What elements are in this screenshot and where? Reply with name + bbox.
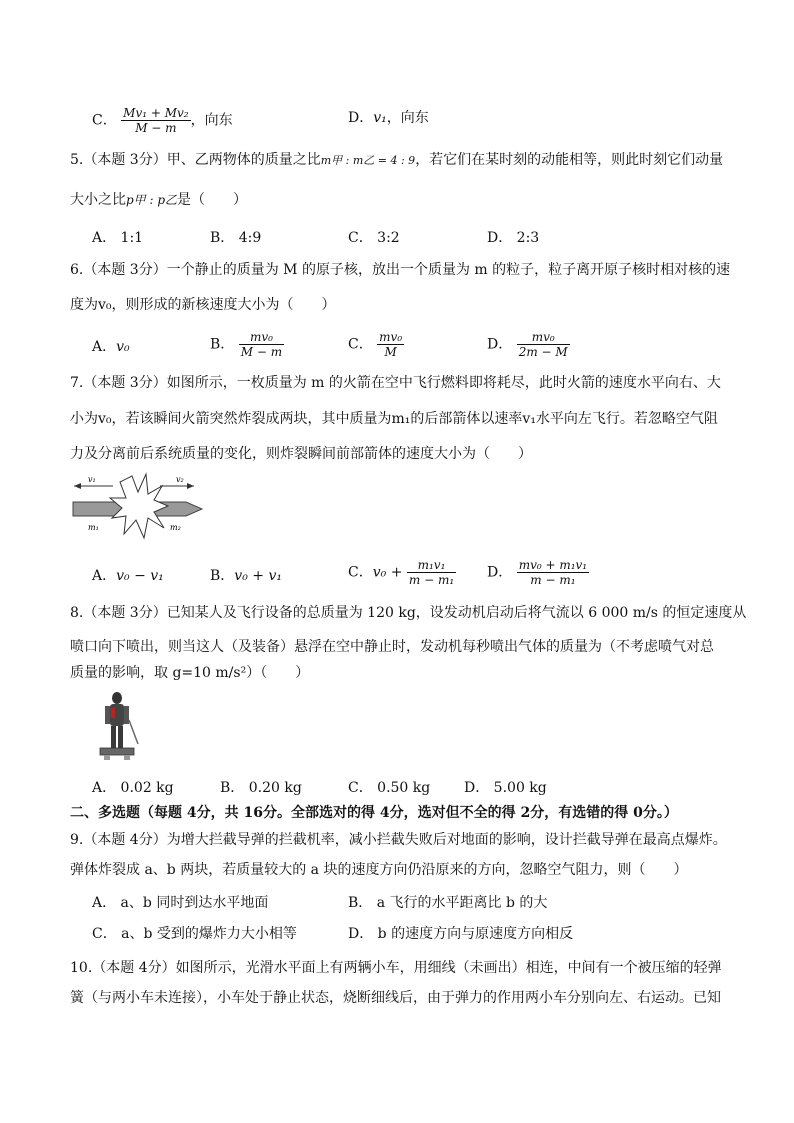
q6-line1: 6.（本题 3分）一个静止的质量为 M 的原子核，放出一个质量为 m 的粒子，粒子离开原子核时相对核的速 xyxy=(70,262,731,278)
q7-line2: 小为v₀，若该瞬间火箭突然炸裂成两块，其中质量为m₁的后部箭体以速率v₁水平向左飞行。若忽略空气阻 xyxy=(70,411,718,427)
fig-label-v1: v₁ xyxy=(88,475,96,484)
left-arrow-icon xyxy=(74,483,81,489)
q5-option-d: D． 2:3 xyxy=(487,230,540,246)
q4-option-c-fraction: $\frac{\text{Mv₁ + Mv₂}}{M - m}$ xyxy=(123,106,189,135)
q10-line2: 簧（与两小车未连接），小车处于静止状态，烧断细线后，由于弹力的作用两小车分别向左、右运动。已知 xyxy=(70,990,721,1006)
q7-line1: 7.（本题 3分）如图所示，一枚质量为 m 的火箭在空中飞行燃料即将耗尽，此时火箭的速度水平向右、大 xyxy=(70,375,721,391)
section-multi-choice-header: 二、多选题（每题 4分，共 16分。全部选对的得 4分，选对但不全的得 2分，有选错的得 0分。） xyxy=(70,805,678,821)
q8-option-b: B． 0.20 kg xyxy=(220,780,302,796)
q5-option-c: C． 3:2 xyxy=(348,230,400,246)
fig-label-v2: v₂ xyxy=(176,475,184,484)
q8-line1: 8.（本题 3分）已知某人及飞行设备的总质量为 120 kg，设发动机启动后将气流以 6 000 m/s 的恒定速度从 xyxy=(70,605,747,621)
q6-option-b: B． $\frac{\text{mv₀}}{M - m}$ xyxy=(210,330,283,359)
rocket-explosion-figure xyxy=(68,472,208,540)
q6-option-a: A．v₀ xyxy=(92,339,130,355)
q9-option-d: D． b 的速度方向与原速度方向相反 xyxy=(348,926,574,942)
fig-label-m2: m₂ xyxy=(170,523,181,532)
q8-option-d: D． 5.00 kg xyxy=(464,780,547,796)
q9-option-b: B． a 飞行的水平距离比 b 的大 xyxy=(348,895,548,911)
q9-option-a: A． a、b 同时到达水平地面 xyxy=(92,895,269,911)
q5-line2: 大小之比p甲 : p乙是（ ） xyxy=(70,192,248,208)
q4-option-d: D．v₁，向东 xyxy=(348,110,429,126)
q10-line1: 10.（本题 4分）如图所示，光滑水平面上有两辆小车，用细线（未画出）相连，中间有一个被压缩的轻弹 xyxy=(70,960,722,976)
q7-option-a: A．v₀ − v₁ xyxy=(92,568,164,584)
q8-option-c: C． 0.50 kg xyxy=(348,780,431,796)
q4-option-c: C． $\frac{\text{Mv₁ + Mv₂}}{M - m}$ ，向东 xyxy=(92,106,233,135)
q8-line3: 质量的影响，取 g=10 m/s²）（ ） xyxy=(70,665,310,681)
q8-option-a: A． 0.02 kg xyxy=(92,780,174,796)
q6-option-d: D． $\frac{\text{mv₀}}{2m - M}$ xyxy=(487,330,568,359)
q7-line3: 力及分离前后系统质量的变化，则炸裂瞬间前部箭体的速度大小为（ ） xyxy=(70,446,532,462)
q5-line1: 5.（本题 3分）甲、乙两物体的质量之比m甲 : m乙 = 4 : 9，若它们在某时刻的动能相等，则此时刻它们动量 xyxy=(70,152,724,168)
fig-label-m1: m₁ xyxy=(88,523,99,532)
q6-option-c: C． $\frac{\text{mv₀}}{M}$ xyxy=(348,330,403,359)
jetpack-person-figure xyxy=(96,690,142,762)
q8-line2: 喷口向下喷出，则当这人（及装备）悬浮在空中静止时，发动机每秒喷出气体的质量为（不考虑喷气对总 xyxy=(70,639,714,655)
q5-option-b: B． 4:9 xyxy=(210,230,262,246)
q9-line1: 9.（本题 4分）为增大拦截导弹的拦截机率，减小拦截失败后对地面的影响，设计拦截导弹在最高点爆炸。 xyxy=(70,832,727,848)
q7-option-c: C．v₀ + $\frac{\text{m₁v₁}}{\text{m − m₁}}$ xyxy=(348,558,455,587)
q5-option-a: A． 1:1 xyxy=(92,230,144,246)
right-arrow-icon xyxy=(187,483,194,489)
q9-option-c: C． a、b 受到的爆炸力大小相等 xyxy=(92,926,297,942)
q6-line2: 度为v₀，则形成的新核速度大小为（ ） xyxy=(70,297,336,313)
q7-option-d: D． $\frac{\text{mv₀ + m₁v₁}}{\text{m − m₁}}$ xyxy=(487,558,588,587)
q9-line2: 弹体炸裂成 a、b 两块，若质量较大的 a 块的速度方向仍沿原来的方向，忽略空气阻力，则（ ） xyxy=(70,862,688,878)
q7-option-b: B．v₀ + v₁ xyxy=(210,568,282,584)
